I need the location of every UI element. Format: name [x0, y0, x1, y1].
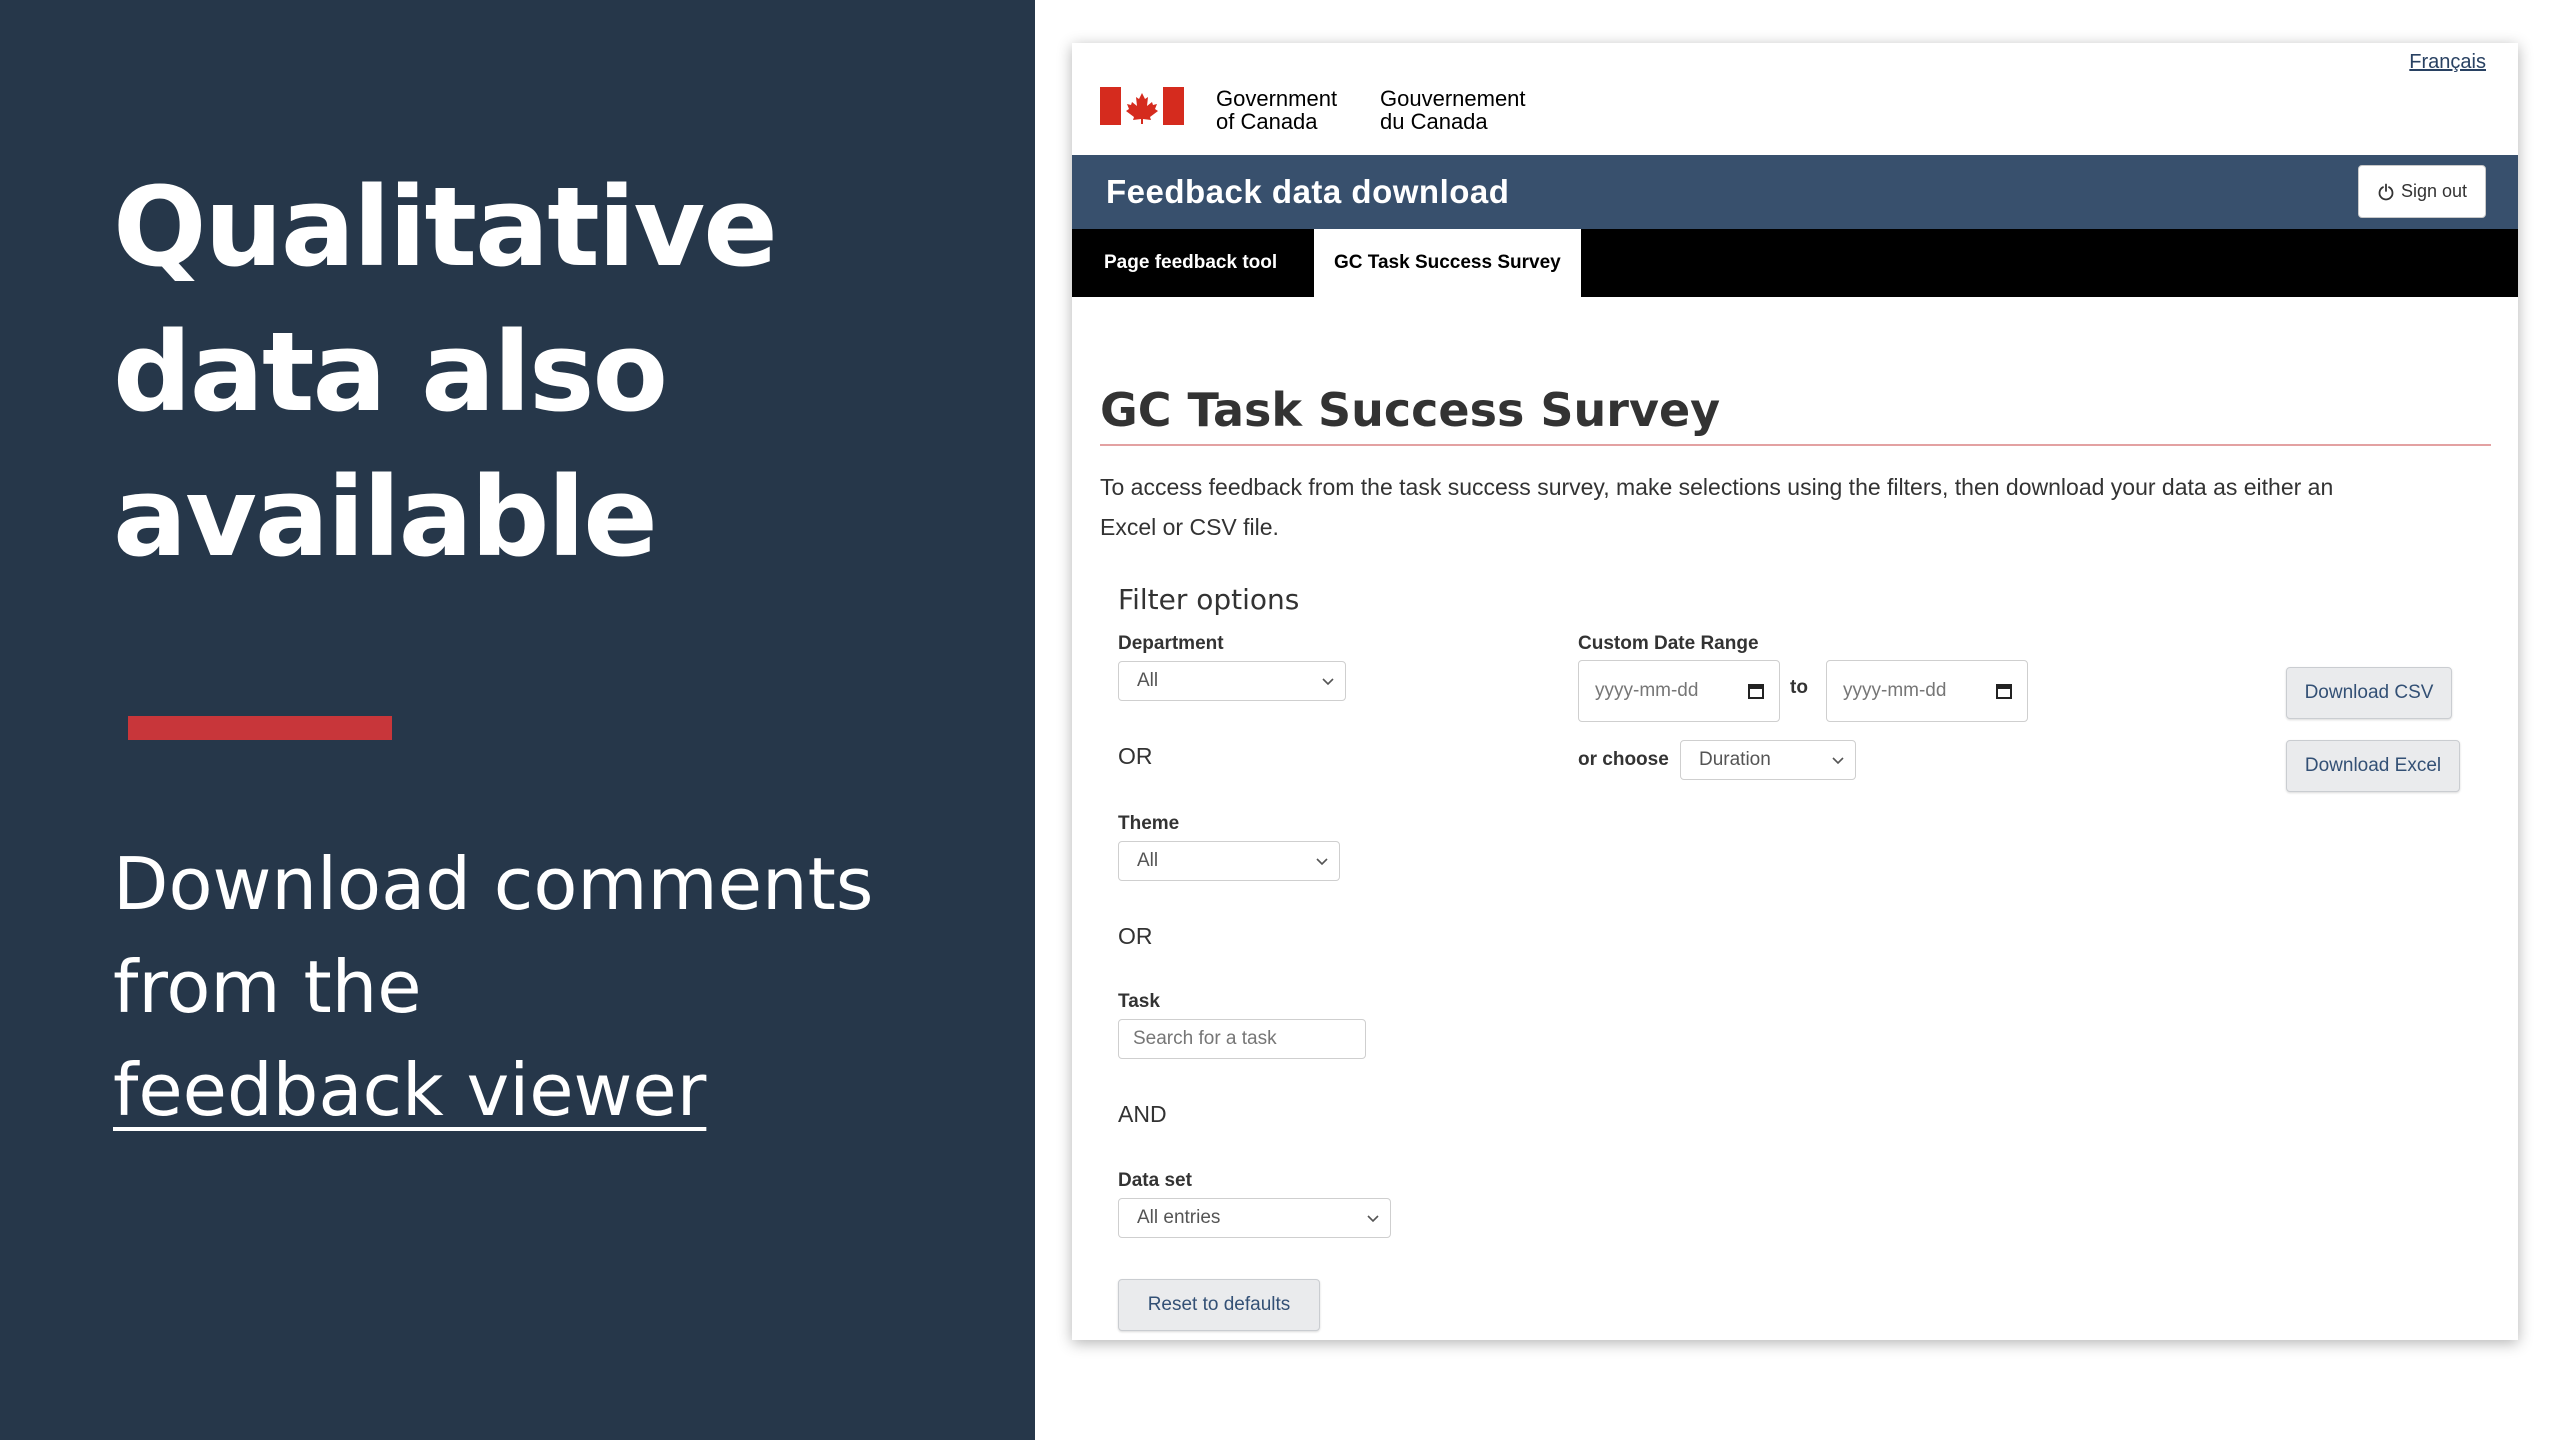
app-screenshot: [1072, 43, 2518, 1340]
theme-label: Theme: [1118, 813, 1180, 834]
or-choose-label: or choose: [1578, 749, 1669, 770]
or-separator: OR: [1118, 743, 1153, 769]
intro-text: [1100, 467, 2495, 547]
gc-signature-english: [1216, 87, 1337, 133]
duration-select-value: Duration: [1699, 749, 1771, 770]
slide-body-line: from the: [113, 945, 422, 1029]
slide-title-line: available: [113, 453, 656, 581]
gc-signature-line: Government: [1216, 86, 1338, 111]
task-search-input[interactable]: Search for a task: [1118, 1019, 1366, 1059]
gc-header: [1072, 43, 2518, 155]
department-select[interactable]: [1118, 661, 1346, 701]
task-label: Task: [1118, 991, 1160, 1012]
date-to-label: to: [1790, 677, 1808, 698]
date-to-input[interactable]: [1826, 660, 2028, 722]
reset-defaults-button[interactable]: Reset to defaults: [1118, 1279, 1320, 1331]
language-toggle-link[interactable]: Français: [2409, 51, 2486, 73]
app-title-bar: [1072, 155, 2518, 229]
dataset-select[interactable]: [1118, 1198, 1391, 1238]
chevron-down-icon: [1321, 674, 1335, 688]
canada-flag-icon: [1100, 87, 1184, 125]
filter-options-heading: Filter options: [1118, 583, 1300, 616]
accent-divider: [128, 716, 392, 740]
dataset-label: Data set: [1118, 1170, 1192, 1191]
gc-signature-line: of Canada: [1216, 109, 1318, 134]
gc-signature-line: du Canada: [1380, 109, 1488, 134]
or-separator: OR: [1118, 923, 1153, 949]
page-title: GC Task Success Survey: [1100, 383, 1721, 437]
department-select-value: All: [1137, 670, 1159, 691]
chevron-down-icon: [1831, 753, 1845, 767]
slide-title-line: Qualitative: [113, 163, 776, 291]
calendar-icon: [1995, 682, 2013, 700]
date-to-placeholder: yyyy-mm-dd: [1843, 680, 1947, 701]
date-from-placeholder: yyyy-mm-dd: [1595, 680, 1699, 701]
slide-title-line: data also: [113, 308, 667, 436]
feedback-viewer-link[interactable]: feedback viewer: [113, 1048, 707, 1132]
slide-title: [113, 155, 993, 590]
slide-left-panel: [0, 0, 1035, 1440]
calendar-icon: [1747, 682, 1765, 700]
tab-page-feedback-tool[interactable]: Page feedback tool: [1104, 252, 1278, 273]
heading-divider: [1100, 444, 2491, 446]
gc-signature-french: [1380, 87, 1526, 133]
theme-select[interactable]: [1118, 841, 1340, 881]
duration-select[interactable]: [1680, 740, 1856, 780]
date-from-input[interactable]: [1578, 660, 1780, 722]
gc-signature-line: Gouvernement: [1380, 86, 1526, 111]
intro-line: Excel or CSV file.: [1100, 514, 1279, 540]
app-title: Feedback data download: [1106, 173, 1510, 210]
sign-out-label: Sign out: [2400, 181, 2468, 201]
dataset-select-value: All entries: [1137, 1207, 1221, 1228]
download-excel-button[interactable]: Download Excel: [2286, 740, 2460, 792]
sign-out-button[interactable]: [2358, 165, 2486, 218]
tab-gc-task-success-survey[interactable]: GC Task Success Survey: [1314, 229, 1581, 297]
intro-line: To access feedback from the task success survey, make selections using the filters, then download your data as either an: [1100, 474, 2334, 500]
and-separator: AND: [1118, 1101, 1167, 1127]
slide-body: [113, 833, 1013, 1142]
theme-select-value: All: [1137, 850, 1159, 871]
tab-bar: [1072, 229, 2518, 297]
slide-body-line: Download comments: [113, 842, 874, 926]
date-range-label: Custom Date Range: [1578, 633, 1759, 654]
power-icon: [2377, 183, 2395, 201]
download-csv-button[interactable]: Download CSV: [2286, 667, 2452, 719]
department-label: Department: [1118, 633, 1224, 654]
chevron-down-icon: [1366, 1211, 1380, 1225]
chevron-down-icon: [1315, 854, 1329, 868]
